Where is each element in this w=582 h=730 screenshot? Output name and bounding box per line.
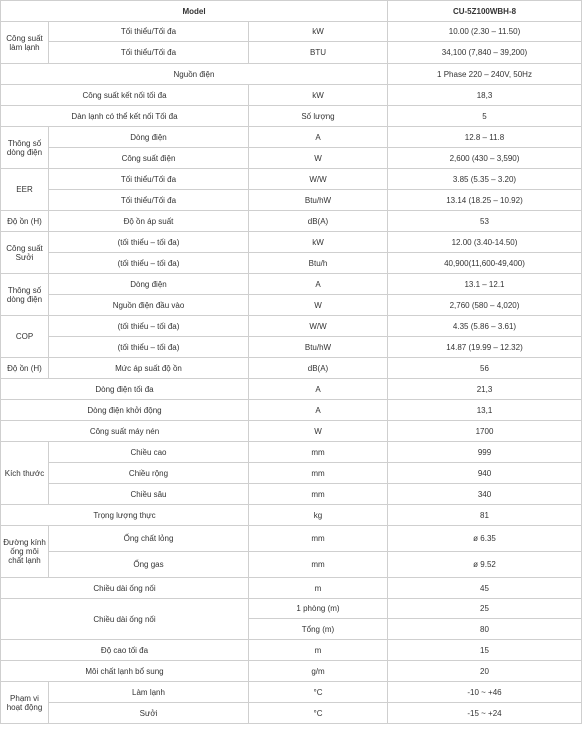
table-row	[1, 358, 582, 379]
table-row	[1, 484, 582, 505]
table-row	[1, 232, 582, 253]
table-cell: (tối thiểu – tối đa)	[49, 337, 249, 358]
table-cell: Dòng điện	[49, 127, 249, 148]
table-row	[1, 442, 582, 463]
table-cell: 5	[388, 106, 582, 127]
table-row	[1, 64, 582, 85]
table-cell: W	[249, 148, 388, 169]
table-cell: dB(A)	[249, 358, 388, 379]
table-cell: mm	[249, 484, 388, 505]
table-cell: COP	[1, 316, 49, 358]
table-cell: Công suất làm lạnh	[1, 22, 49, 64]
table-cell: 81	[388, 505, 582, 526]
table-cell: Độ ồn áp suất	[49, 211, 249, 232]
table-cell: m	[249, 640, 388, 661]
table-row	[1, 682, 582, 703]
table-cell: Chiều dài ống nối	[1, 578, 249, 599]
table-row	[1, 274, 582, 295]
table-cell: (tối thiểu – tối đa)	[49, 232, 249, 253]
table-cell: Tối thiểu/Tối đa	[49, 42, 249, 64]
table-cell: 1700	[388, 421, 582, 442]
table-cell: A	[249, 127, 388, 148]
table-cell: Làm lạnh	[49, 682, 249, 703]
table-cell: -15 ~ +24	[388, 703, 582, 724]
table-cell: g/m	[249, 661, 388, 682]
table-row	[1, 316, 582, 337]
table-cell: 1 Phase 220 – 240V, 50Hz	[388, 64, 582, 85]
table-cell: 18,3	[388, 85, 582, 106]
table-cell: Độ ồn (H)	[1, 358, 49, 379]
table-cell: Thông số dòng điện	[1, 274, 49, 316]
table-cell: 12.8 – 11.8	[388, 127, 582, 148]
table-cell: Công suất máy nén	[1, 421, 249, 442]
table-cell: W	[249, 295, 388, 316]
table-row	[1, 640, 582, 661]
table-row	[1, 661, 582, 682]
table-row	[1, 337, 582, 358]
table-cell: kW	[249, 232, 388, 253]
table-cell: ø 9.52	[388, 552, 582, 578]
table-row	[1, 211, 582, 232]
table-cell: Btu/hW	[249, 190, 388, 211]
table-cell: 999	[388, 442, 582, 463]
table-cell: 13,1	[388, 400, 582, 421]
table-cell: Công suất kết nối tối đa	[1, 85, 249, 106]
table-row	[1, 379, 582, 400]
table-cell: 34,100 (7,840 – 39,200)	[388, 42, 582, 64]
table-cell: Dàn lạnh có thể kết nối Tối đa	[1, 106, 249, 127]
table-cell: Nguồn điện đầu vào	[49, 295, 249, 316]
table-cell: W	[249, 421, 388, 442]
table-cell: 10.00 (2.30 – 11.50)	[388, 22, 582, 42]
table-row	[1, 505, 582, 526]
table-cell: Công suất điện	[49, 148, 249, 169]
table-cell: Mức áp suất độ ồn	[49, 358, 249, 379]
table-row	[1, 148, 582, 169]
table-row	[1, 552, 582, 578]
table-row	[1, 42, 582, 64]
table-cell: Thông số dòng điện	[1, 127, 49, 169]
table-row	[1, 253, 582, 274]
table-cell: Độ ồn (H)	[1, 211, 49, 232]
table-cell: 3.85 (5.35 – 3.20)	[388, 169, 582, 190]
table-row	[1, 703, 582, 724]
spec-table-body	[1, 22, 582, 724]
table-row	[1, 22, 582, 42]
table-cell: kg	[249, 505, 388, 526]
table-header-row	[1, 1, 582, 22]
table-cell: Tối thiểu/Tối đa	[49, 190, 249, 211]
table-cell: A	[249, 379, 388, 400]
table-cell: Dòng điện tối đa	[1, 379, 249, 400]
table-cell: Công suất Sưởi	[1, 232, 49, 274]
table-cell: W/W	[249, 169, 388, 190]
table-row	[1, 127, 582, 148]
table-cell: 53	[388, 211, 582, 232]
table-cell: 13.14 (18.25 – 10.92)	[388, 190, 582, 211]
table-cell: Kích thước	[1, 442, 49, 505]
table-cell: 340	[388, 484, 582, 505]
table-cell: dB(A)	[249, 211, 388, 232]
table-cell: Tối thiểu/Tối đa	[49, 169, 249, 190]
table-cell: Đường kính ống môi chất lạnh	[1, 526, 49, 578]
table-cell: mm	[249, 463, 388, 484]
table-cell: Phạm vi hoạt động	[1, 682, 49, 724]
table-cell: mm	[249, 442, 388, 463]
table-row	[1, 106, 582, 127]
table-cell: Ống chất lỏng	[49, 526, 249, 552]
table-cell: 56	[388, 358, 582, 379]
table-cell: 15	[388, 640, 582, 661]
table-cell: 1 phòng (m)	[249, 599, 388, 619]
table-cell: Dòng điện	[49, 274, 249, 295]
table-cell: Sưởi	[49, 703, 249, 724]
table-cell: °C	[249, 682, 388, 703]
table-cell: Chiều cao	[49, 442, 249, 463]
table-cell: 40,900(11,600-49,400)	[388, 253, 582, 274]
table-row	[1, 295, 582, 316]
table-row	[1, 463, 582, 484]
table-cell: (tối thiểu – tối đa)	[49, 253, 249, 274]
table-row	[1, 421, 582, 442]
table-cell: Ống gas	[49, 552, 249, 578]
table-cell: 20	[388, 661, 582, 682]
table-cell: -10 ~ +46	[388, 682, 582, 703]
table-cell: 45	[388, 578, 582, 599]
table-cell: mm	[249, 526, 388, 552]
table-row	[1, 190, 582, 211]
table-cell: 13.1 – 12.1	[388, 274, 582, 295]
table-cell: 80	[388, 619, 582, 640]
table-cell: Số lượng	[249, 106, 388, 127]
table-cell: 4.35 (5.86 – 3.61)	[388, 316, 582, 337]
table-cell: 12.00 (3.40-14.50)	[388, 232, 582, 253]
table-row	[1, 400, 582, 421]
table-cell: (tối thiểu – tối đa)	[49, 316, 249, 337]
table-cell: 2,760 (580 – 4,020)	[388, 295, 582, 316]
table-cell: ø 6.35	[388, 526, 582, 552]
table-cell: kW	[249, 22, 388, 42]
table-cell: Btu/hW	[249, 337, 388, 358]
table-cell: kW	[249, 85, 388, 106]
table-cell: Môi chất lạnh bổ sung	[1, 661, 249, 682]
table-cell: BTU	[249, 42, 388, 64]
table-cell: Btu/h	[249, 253, 388, 274]
table-cell: 940	[388, 463, 582, 484]
table-cell: A	[249, 274, 388, 295]
table-cell: 2,600 (430 – 3,590)	[388, 148, 582, 169]
table-cell: Tổng (m)	[249, 619, 388, 640]
table-cell: Độ cao tối đa	[1, 640, 249, 661]
table-row	[1, 526, 582, 552]
table-cell: A	[249, 400, 388, 421]
model-value: CU-5Z100WBH-8	[388, 1, 582, 22]
table-cell: Trọng lượng thực	[1, 505, 249, 526]
table-cell: °C	[249, 703, 388, 724]
table-cell: Chiều rộng	[49, 463, 249, 484]
table-cell: Tối thiểu/Tối đa	[49, 22, 249, 42]
table-cell: Dòng điện khởi động	[1, 400, 249, 421]
table-row	[1, 599, 582, 619]
table-cell: 14.87 (19.99 – 12.32)	[388, 337, 582, 358]
table-cell: W/W	[249, 316, 388, 337]
table-cell: EER	[1, 169, 49, 211]
table-row	[1, 578, 582, 599]
table-cell: Chiều sâu	[49, 484, 249, 505]
table-cell: m	[249, 578, 388, 599]
table-cell: mm	[249, 552, 388, 578]
table-cell: Chiều dài ống nối	[1, 599, 249, 640]
table-cell: Nguồn điện	[1, 64, 388, 85]
table-cell: 21,3	[388, 379, 582, 400]
table-cell: 25	[388, 599, 582, 619]
table-row	[1, 85, 582, 106]
model-label: Model	[1, 1, 388, 22]
table-row	[1, 169, 582, 190]
